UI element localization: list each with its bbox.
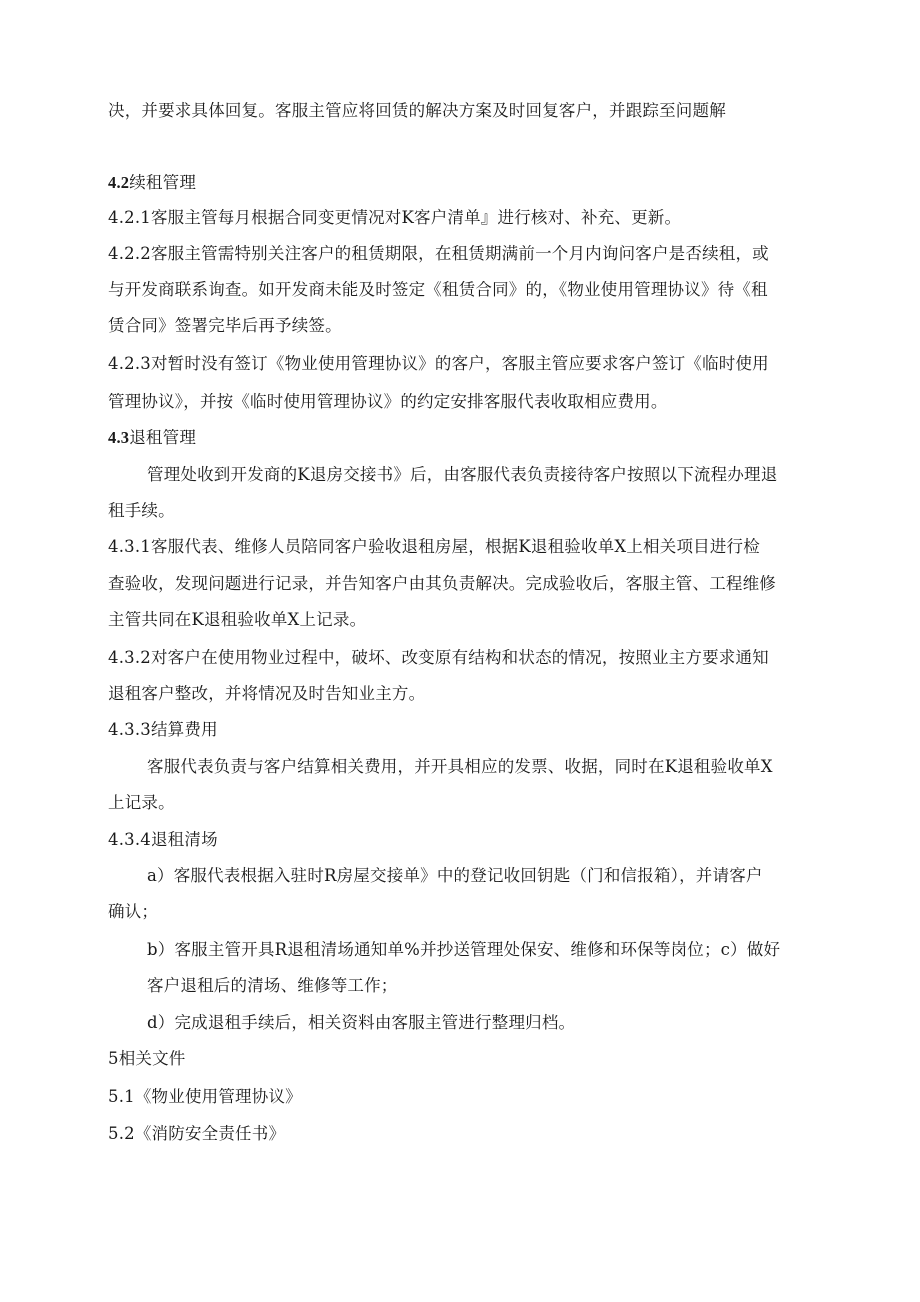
- section-heading-4-2: [108, 173, 798, 193]
- paragraph-line: 4.3.1客服代表、维修人员陪同客户验收退租房屋，根据K退租验收单X上相关项目进行检: [108, 537, 760, 556]
- paragraph-line: 决，并要求具体回复。客服主管应将回赁的解决方案及时回复客户，并跟踪至问题解: [108, 101, 726, 120]
- paragraph-line: 租手续。: [108, 501, 175, 520]
- paragraph-line: 5.1《物业使用管理协议》: [108, 1087, 302, 1106]
- paragraph-line: b）客服主管开具R退租清场通知单%并抄送管理处保安、维修和环保等岗位；c）做好: [147, 940, 781, 959]
- paragraph-line: 4.3.3结算费用: [108, 720, 218, 739]
- paragraph-line: d）完成退租手续后，相关资料由客服主管进行整理归档。: [147, 1013, 576, 1032]
- paragraph-line: 退租客户整改，并将情况及时告知业主方。: [108, 684, 426, 703]
- paragraph-line: 5相关文件: [108, 1049, 186, 1068]
- paragraph-line: 管理处收到开发商的K退房交接书》后，由客服代表负责接待客户按照以下流程办理退: [147, 465, 778, 484]
- paragraph-line: 上记录。: [108, 793, 175, 812]
- paragraph-line: 查验收，发现问题进行记录，并告知客户由其负责解决。完成验收后，客服主管、工程维修: [108, 574, 776, 593]
- paragraph-line: 客服代表负责与客户结算相关费用，并开具相应的发票、收据，同时在K退租验收单X: [147, 757, 773, 776]
- section-number: 4.2: [108, 173, 130, 192]
- paragraph-line: a）客服代表根据入驻时R房屋交接单》中的登记收回钥匙（门和信报箱），并请客户: [147, 866, 763, 885]
- paragraph-line: 4.2.3对暂时没有签订《物业使用管理协议》的客户，客服主管应要求客户签订《临时使用: [108, 354, 769, 373]
- paragraph-line: 客户退租后的清场、维修等工作；: [147, 976, 398, 995]
- paragraph-line: 确认；: [108, 902, 159, 921]
- paragraph-line: 4.2.2客服主管需特别关注客户的租赁期限，在租赁期满前一个月内询问客户是否续租，或: [108, 244, 769, 263]
- paragraph-line: 主管共同在K退租验收单X上记录。: [108, 610, 367, 629]
- paragraph-line: 与开发商联系询查。如开发商未能及时签定《租赁合同》的，《物业使用管理协议》待《租: [108, 280, 768, 299]
- paragraph-line: 赁合同》签署完毕后再予续签。: [108, 316, 342, 335]
- section-number: 4.3: [108, 428, 130, 447]
- section-heading-4-3: [108, 428, 798, 448]
- section-title: 续租管理: [129, 173, 197, 192]
- paragraph-line: 4.2.1客服主管每月根据合同变更情况对K客户清单』进行核对、补充、更新。: [108, 208, 682, 227]
- paragraph-line: 4.3.2对客户在使用物业过程中，破坏、改变原有结构和状态的情况，按照业主方要求通知: [108, 648, 769, 667]
- paragraph-line: 5.2《消防安全责任书》: [108, 1124, 286, 1143]
- paragraph-line: 管理协议》，并按《临时使用管理协议》的约定安排客服代表收取相应费用。: [108, 392, 668, 411]
- section-title: 退租管理: [129, 428, 197, 447]
- paragraph-line: 4.3.4退租清场: [108, 830, 218, 849]
